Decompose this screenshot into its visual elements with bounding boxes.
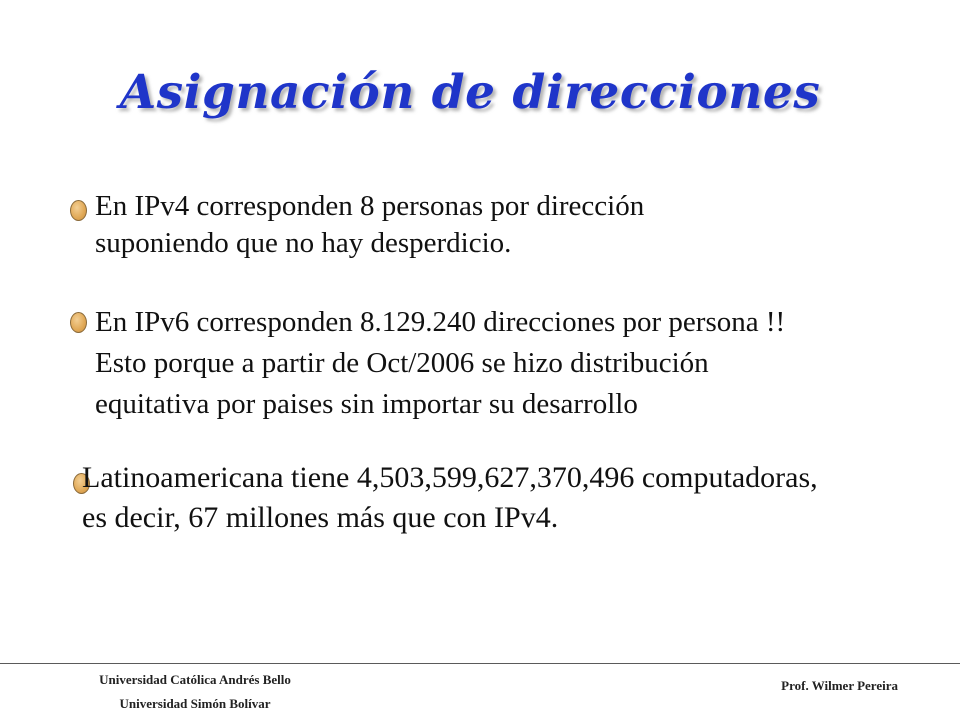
- bullet-dot-icon: [70, 312, 87, 333]
- bullet-line: Esto porque a partir de Oct/2006 se hizo distribución: [95, 347, 709, 379]
- bullet-text: [82, 458, 937, 538]
- bullet-line: En IPv4 corresponden 8 personas por dirección: [95, 190, 645, 222]
- bullet-line: Latinoamericana tiene 4,503,599,627,370,496 computadoras,: [82, 461, 818, 494]
- bullet-line: suponiendo que no hay desperdicio.: [95, 227, 512, 259]
- slide-title: Asignación de direcciones: [119, 65, 821, 120]
- footer-institution-usb: Universidad Simón Bolívar: [119, 696, 271, 711]
- bullet-line: En IPv6 corresponden 8.129.240 direcciones por persona !!: [95, 306, 786, 338]
- footer-institutions: [45, 668, 345, 716]
- footer-divider: [0, 663, 960, 664]
- footer-institution-ucab: Universidad Católica Andrés Bello: [99, 672, 291, 687]
- bullet-line: es decir, 67 millones más que con IPv4.: [82, 501, 559, 534]
- bullet-line: equitativa por paises sin importar su desarrollo: [95, 388, 638, 420]
- bullet-dot-icon: [70, 200, 87, 221]
- bullet-text: [95, 302, 950, 425]
- footer-author: Prof. Wilmer Pereira: [781, 678, 898, 693]
- bullet-text: [95, 188, 950, 262]
